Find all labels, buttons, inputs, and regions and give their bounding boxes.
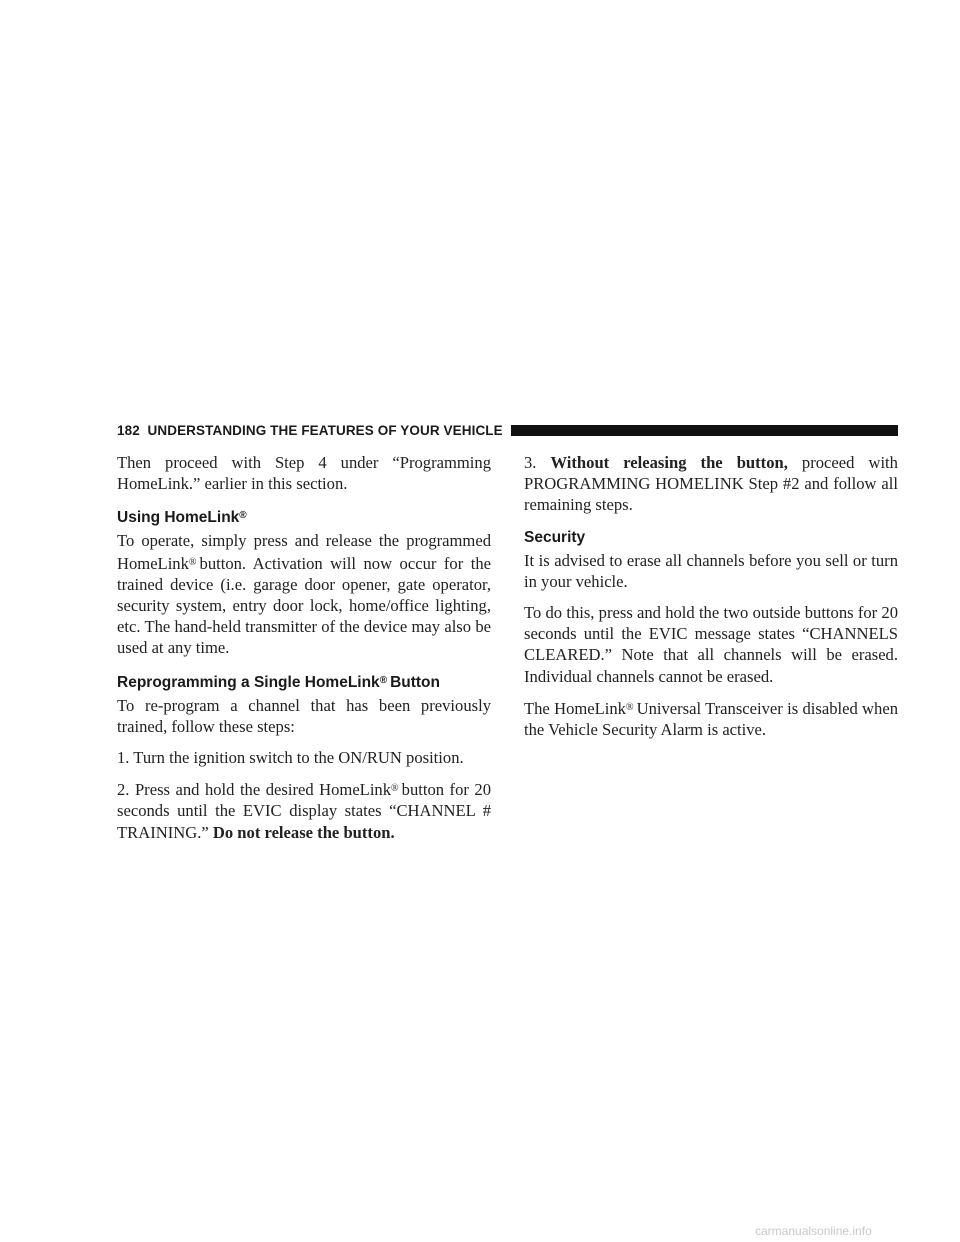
reprogramming-intro: To re-program a channel that has been previously trained, follow these steps: [117,695,491,736]
left-column [117,452,491,853]
security-paragraph-2: To do this, press and hold the two outside buttons for 20 seconds until the EVIC message states “CHANNELS CLEARED.” Note that all channels will be erased. Individual channels cannot be erased. [524,603,898,686]
step-1: 1. Turn the ignition switch to the ON/RUN position. [117,748,464,768]
security-heading: Security [524,528,586,546]
registered-mark: ® [625,701,634,713]
page-header [117,421,898,439]
page-header-text [117,423,503,438]
registered-mark: ® [239,510,247,522]
step-2: 2. Press and hold the desired HomeLink® button for 20 seconds until the EVIC display states “CHANNEL # TRAINING.” Do not release the button. [117,780,491,842]
using-homelink-heading: Using HomeLink® [117,509,247,527]
step-2-warning: Do not release the button. [212,822,395,842]
right-column [524,452,898,750]
page-number: 182 [117,422,140,438]
registered-mark: ® [379,674,388,686]
reprogramming-heading: Reprogramming a Single HomeLink® Button [117,673,440,691]
step-3: 3. Without releasing the button, proceed with PROGRAMMING HOMELINK Step #2 and follow all remaining steps. [524,453,898,515]
section-title: UNDERSTANDING THE FEATURES OF YOUR VEHICLE [147,422,503,438]
security-paragraph-3: The HomeLink® Universal Transceiver is disabled when the Vehicle Security Alarm is active. [524,698,898,740]
intro-paragraph: Then proceed with Step 4 under “Programming HomeLink.” earlier in this section. [117,453,491,494]
step-3-warning: Without releasing the button, [550,453,788,472]
using-homelink-paragraph: To operate, simply press and release the programmed HomeLink® button. Activation will now occur for the trained device (i.e. garage door opener, gate operator, security system, entry door lock, home/office lighting, etc. The hand-held transmitter of the device may also be used at any time. [117,531,491,658]
security-paragraph-1: It is advised to erase all channels before you sell or turn in your vehicle. [524,550,898,591]
watermark-logo: carmanualsonline.info [755,1224,872,1238]
registered-mark: ® [188,556,197,568]
registered-mark: ® [391,783,399,795]
header-rule [511,425,898,436]
